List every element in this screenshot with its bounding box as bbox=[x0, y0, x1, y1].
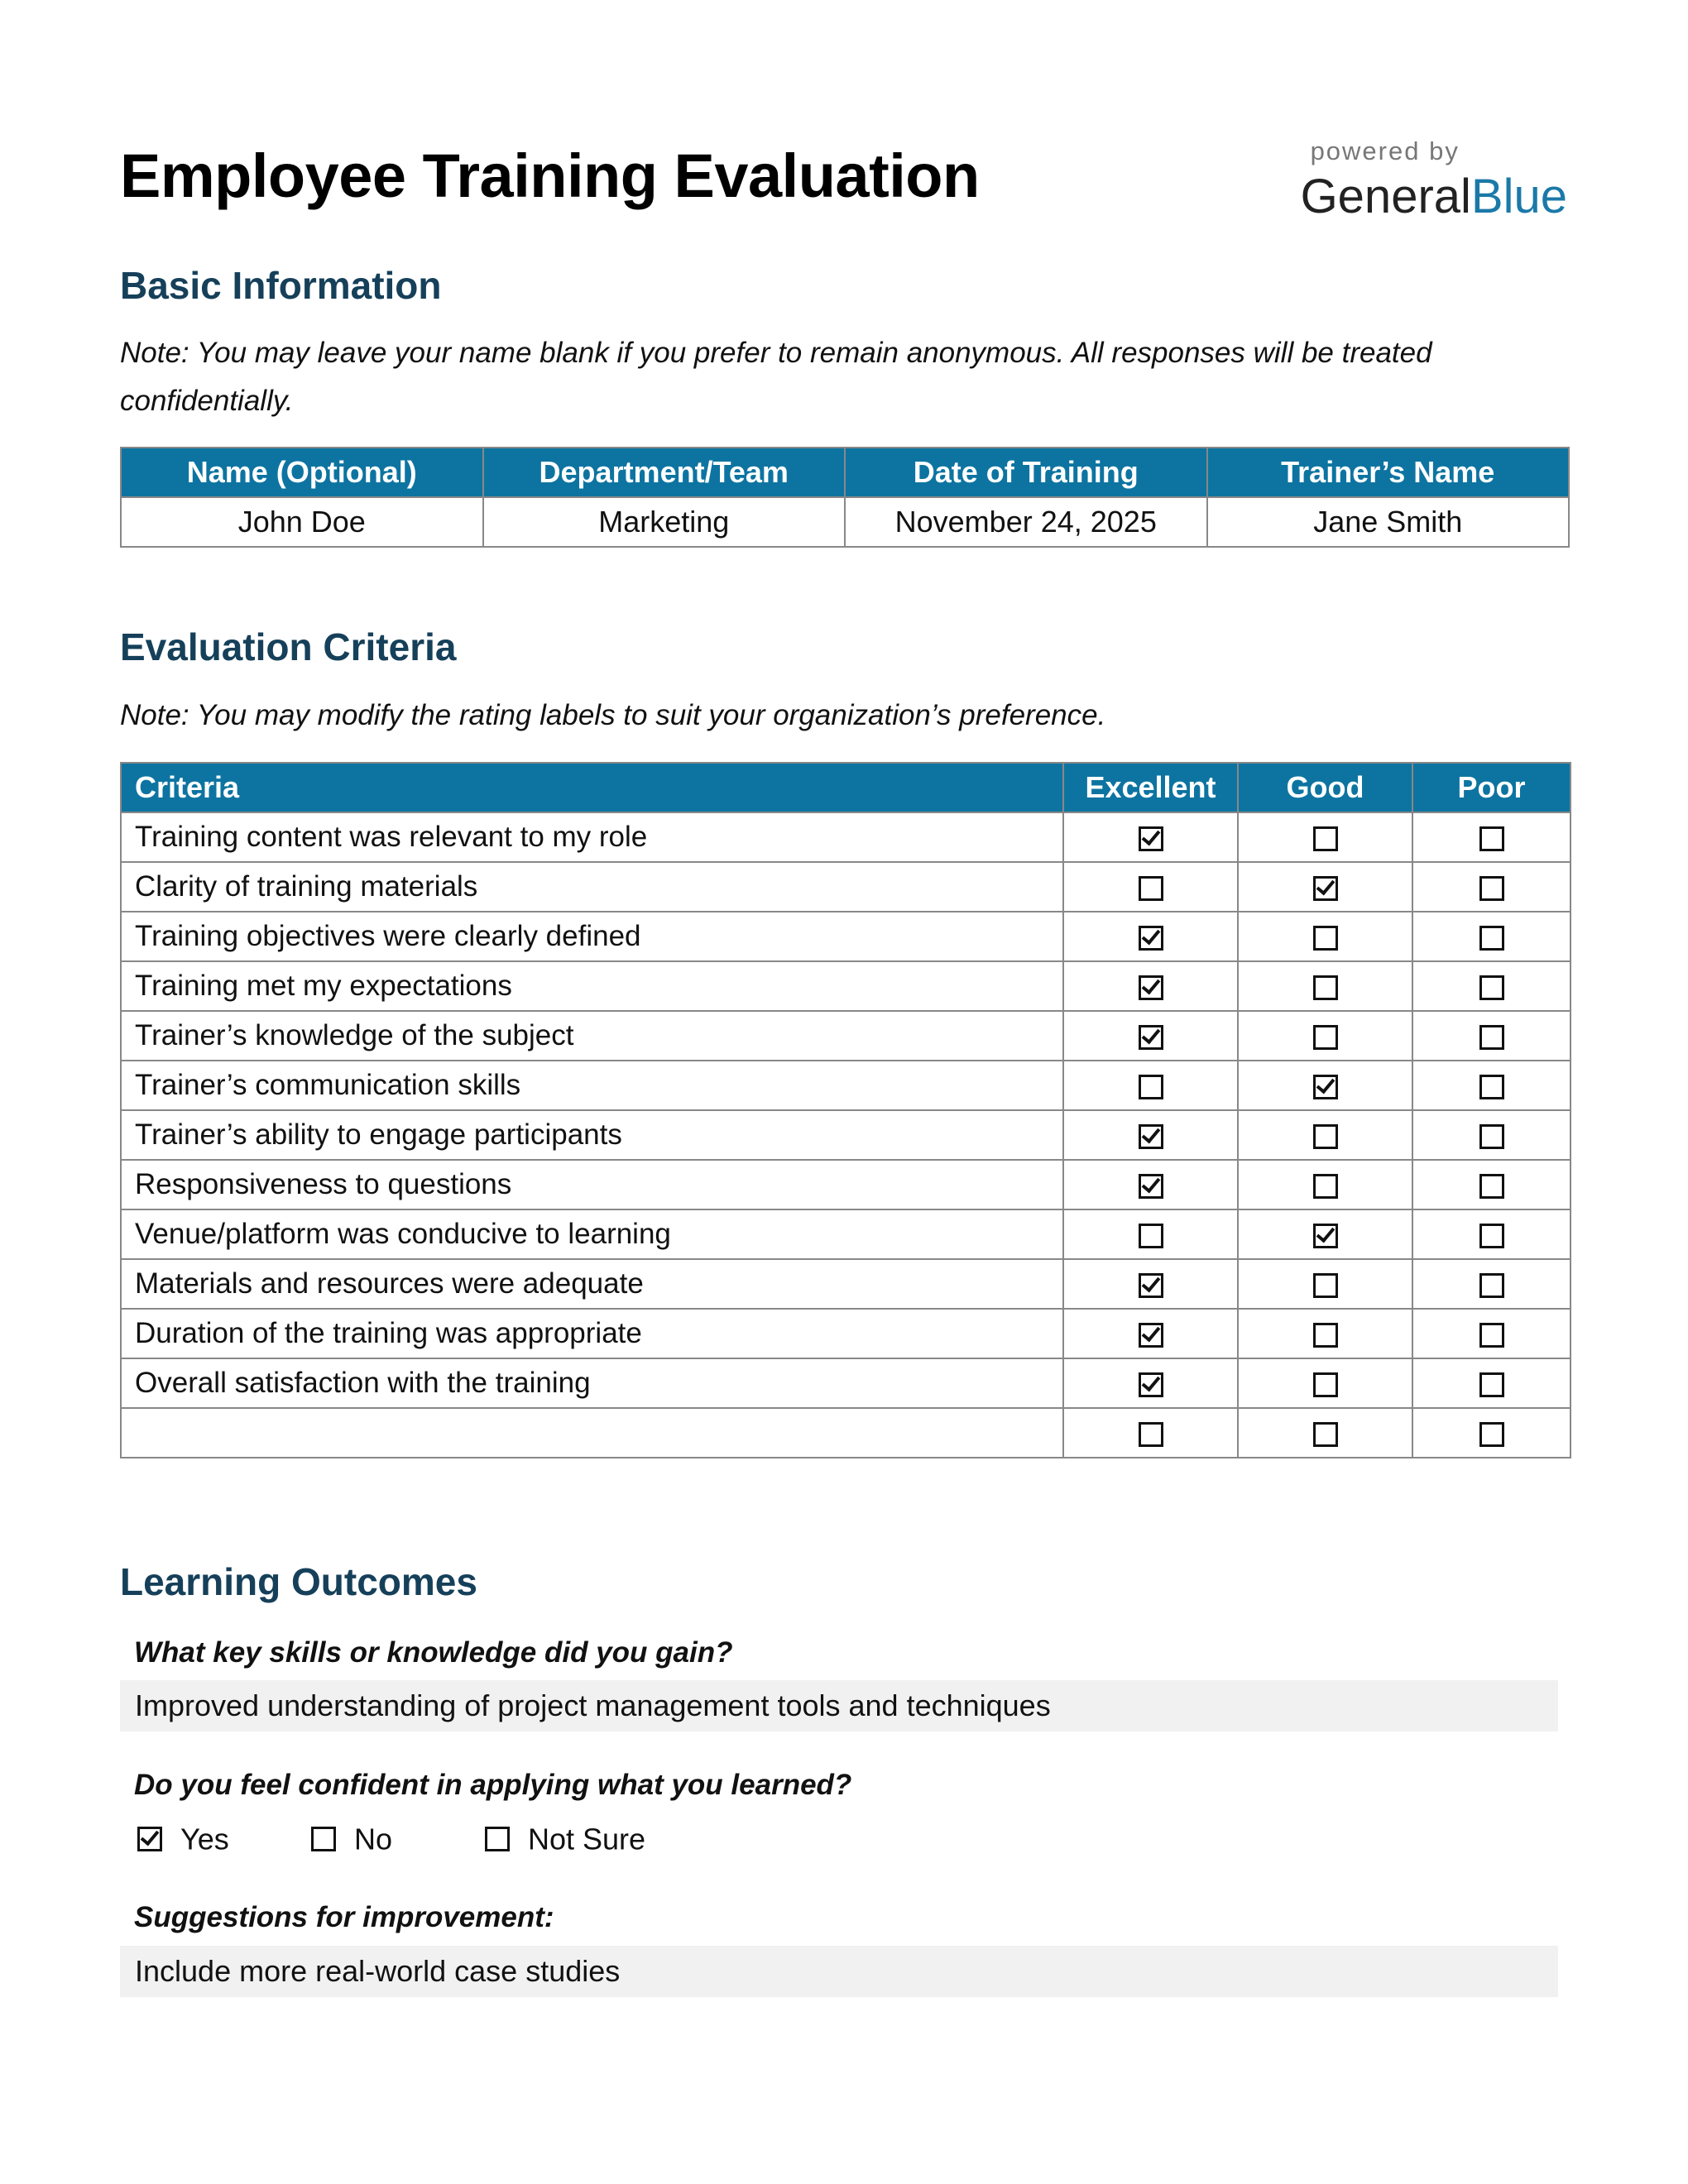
header-good: Good bbox=[1238, 763, 1412, 812]
rating-cell-poor bbox=[1412, 862, 1571, 912]
header-trainer: Trainer’s Name bbox=[1207, 448, 1570, 497]
option-not-sure-label: Not Sure bbox=[528, 1822, 646, 1856]
question-confidence: Do you feel confident in applying what you learned? bbox=[134, 1769, 852, 1801]
excellent-checkbox[interactable] bbox=[1139, 1422, 1163, 1447]
excellent-checkbox[interactable] bbox=[1139, 1174, 1163, 1199]
good-checkbox[interactable] bbox=[1313, 1124, 1338, 1149]
question-skills: What key skills or knowledge did you gain? bbox=[134, 1636, 733, 1669]
poor-checkbox[interactable] bbox=[1479, 1025, 1504, 1050]
rating-cell-poor bbox=[1412, 812, 1571, 862]
rating-cell-excellent bbox=[1063, 1358, 1238, 1408]
criteria-label: Trainer’s ability to engage participants bbox=[121, 1110, 1063, 1160]
good-checkbox[interactable] bbox=[1313, 1025, 1338, 1050]
basic-info-heading: Basic Information bbox=[120, 264, 442, 307]
general-blue-logo bbox=[1301, 168, 1567, 226]
criteria-row bbox=[121, 1011, 1571, 1061]
rating-cell-poor bbox=[1412, 1259, 1571, 1309]
criteria-row bbox=[121, 1408, 1571, 1458]
poor-checkbox[interactable] bbox=[1479, 1323, 1504, 1348]
rating-cell-excellent bbox=[1063, 912, 1238, 961]
poor-checkbox[interactable] bbox=[1479, 876, 1504, 901]
poor-checkbox[interactable] bbox=[1479, 1124, 1504, 1149]
header-date: Date of Training bbox=[845, 448, 1207, 497]
good-checkbox[interactable] bbox=[1313, 1075, 1338, 1099]
criteria-row bbox=[121, 961, 1571, 1011]
criteria-row bbox=[121, 1160, 1571, 1209]
trainer-field[interactable]: Jane Smith bbox=[1207, 497, 1570, 547]
excellent-checkbox[interactable] bbox=[1139, 1372, 1163, 1397]
excellent-checkbox[interactable] bbox=[1139, 1124, 1163, 1149]
poor-checkbox[interactable] bbox=[1479, 1372, 1504, 1397]
logo-part-blue: Blue bbox=[1470, 170, 1567, 223]
criteria-row bbox=[121, 912, 1571, 961]
rating-cell-poor bbox=[1412, 912, 1571, 961]
name-field[interactable]: John Doe bbox=[121, 497, 483, 547]
basic-info-header-row bbox=[121, 448, 1569, 497]
rating-cell-excellent bbox=[1063, 1309, 1238, 1358]
rating-cell-poor bbox=[1412, 1309, 1571, 1358]
basic-info-table bbox=[120, 447, 1570, 548]
criteria-label: Duration of the training was appropriate bbox=[121, 1309, 1063, 1358]
good-checkbox[interactable] bbox=[1313, 1323, 1338, 1348]
criteria-label: Responsiveness to questions bbox=[121, 1160, 1063, 1209]
excellent-checkbox[interactable] bbox=[1139, 1025, 1163, 1050]
poor-checkbox[interactable] bbox=[1479, 1075, 1504, 1099]
not-sure-checkbox[interactable] bbox=[485, 1827, 510, 1851]
criteria-label: Trainer’s knowledge of the subject bbox=[121, 1011, 1063, 1061]
good-checkbox[interactable] bbox=[1313, 975, 1338, 1000]
criteria-header-row bbox=[121, 763, 1571, 812]
excellent-checkbox[interactable] bbox=[1139, 876, 1163, 901]
option-no[interactable] bbox=[311, 1820, 392, 1856]
rating-cell-poor bbox=[1412, 1160, 1571, 1209]
criteria-label: Clarity of training materials bbox=[121, 862, 1063, 912]
criteria-label: Venue/platform was conducive to learning bbox=[121, 1209, 1063, 1259]
excellent-checkbox[interactable] bbox=[1139, 826, 1163, 851]
option-yes[interactable] bbox=[137, 1820, 229, 1856]
poor-checkbox[interactable] bbox=[1479, 1174, 1504, 1199]
criteria-label: Training content was relevant to my role bbox=[121, 812, 1063, 862]
criteria-label: Trainer’s communication skills bbox=[121, 1061, 1063, 1110]
rating-cell-poor bbox=[1412, 1061, 1571, 1110]
good-checkbox[interactable] bbox=[1313, 826, 1338, 851]
basic-info-value-row bbox=[121, 497, 1569, 547]
criteria-heading: Evaluation Criteria bbox=[120, 625, 457, 668]
rating-cell-excellent bbox=[1063, 1209, 1238, 1259]
header-poor: Poor bbox=[1412, 763, 1571, 812]
department-field[interactable]: Marketing bbox=[483, 497, 846, 547]
answer-suggestions-field[interactable]: Include more real-world case studies bbox=[120, 1946, 1558, 1997]
excellent-checkbox[interactable] bbox=[1139, 975, 1163, 1000]
rating-cell-good bbox=[1238, 1259, 1412, 1309]
criteria-row bbox=[121, 1309, 1571, 1358]
answer-skills-field[interactable]: Improved understanding of project management tools and techniques bbox=[120, 1680, 1558, 1731]
poor-checkbox[interactable] bbox=[1479, 1422, 1504, 1447]
rating-cell-good bbox=[1238, 1309, 1412, 1358]
rating-cell-good bbox=[1238, 912, 1412, 961]
criteria-table bbox=[120, 762, 1571, 1458]
good-checkbox[interactable] bbox=[1313, 1422, 1338, 1447]
excellent-checkbox[interactable] bbox=[1139, 926, 1163, 951]
date-field[interactable]: November 24, 2025 bbox=[845, 497, 1207, 547]
good-checkbox[interactable] bbox=[1313, 876, 1338, 901]
basic-info-note: Note: You may leave your name blank if you prefer to remain anonymous. All responses will be treated confidentially. bbox=[120, 337, 1432, 417]
criteria-label: Training met my expectations bbox=[121, 961, 1063, 1011]
rating-cell-poor bbox=[1412, 1011, 1571, 1061]
good-checkbox[interactable] bbox=[1313, 1273, 1338, 1298]
rating-cell-excellent bbox=[1063, 961, 1238, 1011]
rating-cell-good bbox=[1238, 1011, 1412, 1061]
poor-checkbox[interactable] bbox=[1479, 1224, 1504, 1248]
powered-by-label: powered by bbox=[1310, 136, 1460, 165]
outcomes-heading: Learning Outcomes bbox=[120, 1560, 477, 1603]
header-name: Name (Optional) bbox=[121, 448, 483, 497]
logo-part-general: General bbox=[1300, 170, 1471, 223]
good-checkbox[interactable] bbox=[1313, 1224, 1338, 1248]
good-checkbox[interactable] bbox=[1313, 926, 1338, 951]
poor-checkbox[interactable] bbox=[1479, 975, 1504, 1000]
criteria-label: Training objectives were clearly defined bbox=[121, 912, 1063, 961]
good-checkbox[interactable] bbox=[1313, 1174, 1338, 1199]
rating-cell-excellent bbox=[1063, 1408, 1238, 1458]
option-not-sure[interactable] bbox=[485, 1820, 645, 1856]
criteria-row bbox=[121, 1259, 1571, 1309]
excellent-checkbox[interactable] bbox=[1139, 1224, 1163, 1248]
option-no-label: No bbox=[354, 1822, 393, 1856]
rating-cell-good bbox=[1238, 1061, 1412, 1110]
criteria-row bbox=[121, 862, 1571, 912]
rating-cell-poor bbox=[1412, 1110, 1571, 1160]
rating-cell-good bbox=[1238, 862, 1412, 912]
rating-cell-good bbox=[1238, 1209, 1412, 1259]
rating-cell-excellent bbox=[1063, 1061, 1238, 1110]
rating-cell-poor bbox=[1412, 1408, 1571, 1458]
poor-checkbox[interactable] bbox=[1479, 826, 1504, 851]
rating-cell-excellent bbox=[1063, 812, 1238, 862]
criteria-row bbox=[121, 1209, 1571, 1259]
poor-checkbox[interactable] bbox=[1479, 926, 1504, 951]
rating-cell-poor bbox=[1412, 961, 1571, 1011]
criteria-label: Materials and resources were adequate bbox=[121, 1259, 1063, 1309]
poor-checkbox[interactable] bbox=[1479, 1273, 1504, 1298]
rating-cell-good bbox=[1238, 961, 1412, 1011]
criteria-note: Note: You may modify the rating labels to suit your organization’s preference. bbox=[120, 699, 1106, 731]
rating-cell-excellent bbox=[1063, 1011, 1238, 1061]
header-department: Department/Team bbox=[483, 448, 846, 497]
rating-cell-good bbox=[1238, 812, 1412, 862]
good-checkbox[interactable] bbox=[1313, 1372, 1338, 1397]
excellent-checkbox[interactable] bbox=[1139, 1323, 1163, 1348]
criteria-row bbox=[121, 1061, 1571, 1110]
yes-checkbox[interactable] bbox=[137, 1827, 162, 1851]
excellent-checkbox[interactable] bbox=[1139, 1273, 1163, 1298]
rating-cell-excellent bbox=[1063, 862, 1238, 912]
question-suggestions: Suggestions for improvement: bbox=[134, 1901, 554, 1933]
criteria-label: Overall satisfaction with the training bbox=[121, 1358, 1063, 1408]
page-title: Employee Training Evaluation bbox=[120, 141, 980, 210]
criteria-body bbox=[121, 812, 1571, 1458]
criteria-row bbox=[121, 812, 1571, 862]
rating-cell-excellent bbox=[1063, 1160, 1238, 1209]
rating-cell-good bbox=[1238, 1358, 1412, 1408]
rating-cell-good bbox=[1238, 1160, 1412, 1209]
criteria-row bbox=[121, 1110, 1571, 1160]
rating-cell-poor bbox=[1412, 1358, 1571, 1408]
header-criteria: Criteria bbox=[121, 763, 1063, 812]
header-excellent: Excellent bbox=[1063, 763, 1238, 812]
excellent-checkbox[interactable] bbox=[1139, 1075, 1163, 1099]
no-checkbox[interactable] bbox=[311, 1827, 336, 1851]
rating-cell-excellent bbox=[1063, 1110, 1238, 1160]
criteria-row bbox=[121, 1358, 1571, 1408]
rating-cell-poor bbox=[1412, 1209, 1571, 1259]
option-yes-label: Yes bbox=[180, 1822, 229, 1856]
rating-cell-good bbox=[1238, 1110, 1412, 1160]
criteria-label bbox=[121, 1408, 1063, 1458]
rating-cell-excellent bbox=[1063, 1259, 1238, 1309]
rating-cell-good bbox=[1238, 1408, 1412, 1458]
brand-logo bbox=[1301, 136, 1567, 226]
